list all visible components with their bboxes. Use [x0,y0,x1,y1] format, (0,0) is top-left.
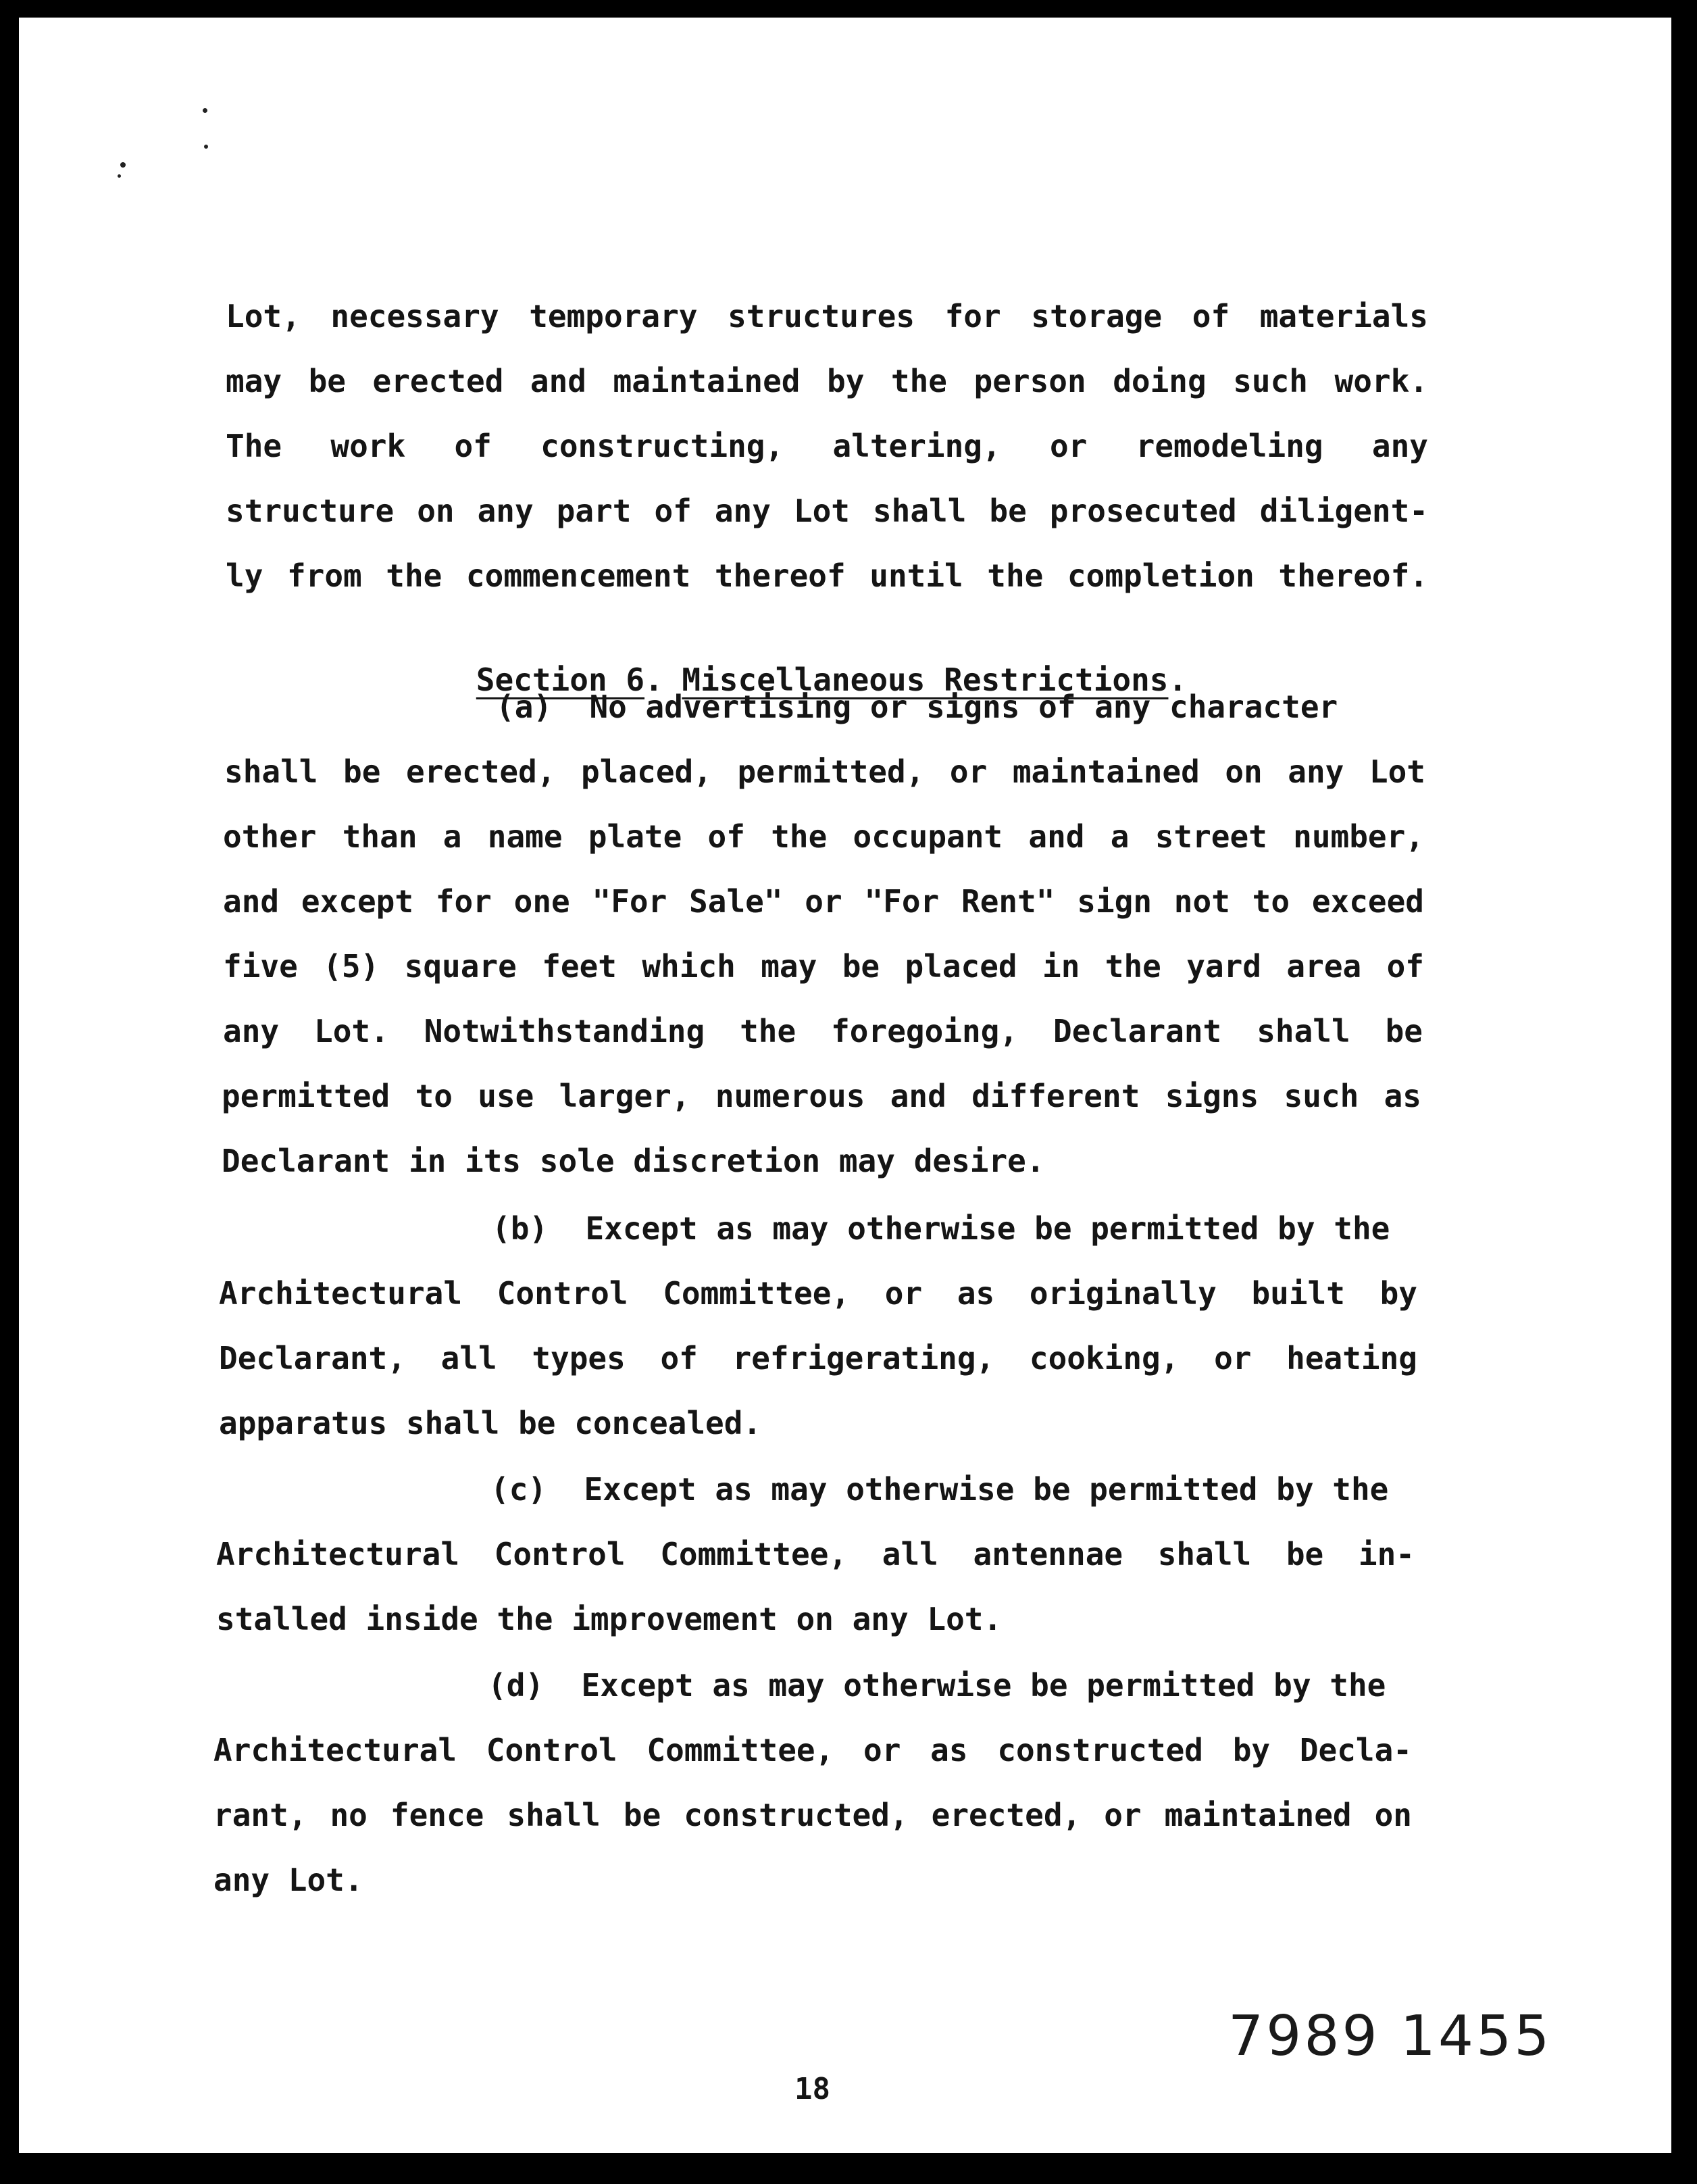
body-line: five (5) square feet which may be placed in the yard area of [223,948,1424,985]
page-number: 18 [794,2072,830,2106]
section-number: Section 6 [476,662,645,698]
body-line: other than a name plate of the occupant and a street number, [223,818,1424,855]
body-line: Declarant in its sole discretion may desire. [222,1143,1045,1179]
body-line: Architectural Control Committee, all antennae shall be in- [216,1536,1415,1572]
body-line: Architectural Control Committee, or as constructed by Decla- [213,1732,1412,1768]
clause-c-first-line: (c) Except as may otherwise be permitted by the [490,1471,1389,1508]
scan-speck [120,162,126,168]
body-line: The work of constructing, altering, or remodeling any [226,428,1428,464]
clause-b-first-line: (b) Except as may otherwise be permitted by the [492,1210,1390,1247]
body-line: any Lot. Notwithstanding the foregoing, Declarant shall be [223,1013,1423,1049]
body-line: ly from the commencement thereof until the completion thereof. [226,557,1428,594]
body-line: may be erected and maintained by the person doing such work. [226,363,1428,399]
body-line: stalled inside the improvement on any Lot. [216,1601,1003,1637]
heading-end: . [1168,662,1188,698]
scan-speck [118,174,121,178]
body-line: and except for one "For Sale" or "For Rent" sign not to exceed [223,883,1424,920]
document-id: 7989 1455 [1228,2004,1552,2068]
clause-a-first-line: (a) No advertising or signs of any character [496,689,1338,725]
scan-speck [204,145,208,149]
body-line: shall be erected, placed, permitted, or maintained on any Lot [224,753,1425,790]
body-line: any Lot. [213,1862,363,1898]
scan-speck [203,108,207,113]
heading-separator: . [644,662,682,698]
body-line: rant, no fence shall be constructed, erected, or maintained on [213,1797,1412,1833]
body-line: permitted to use larger, numerous and different signs such as [222,1078,1421,1114]
body-line: structure on any part of any Lot shall be prosecuted diligent- [226,493,1428,529]
section-title: Miscellaneous Restrictions [682,662,1169,698]
scanned-page [19,18,1671,2153]
body-line: apparatus shall be concealed. [219,1405,762,1441]
body-line: Declarant, all types of refrigerating, cooking, or heating [219,1340,1417,1376]
clause-d-first-line: (d) Except as may otherwise be permitted by the [488,1667,1386,1704]
body-line: Lot, necessary temporary structures for storage of materials [226,298,1428,334]
body-line: Architectural Control Committee, or as originally built by [219,1275,1417,1312]
